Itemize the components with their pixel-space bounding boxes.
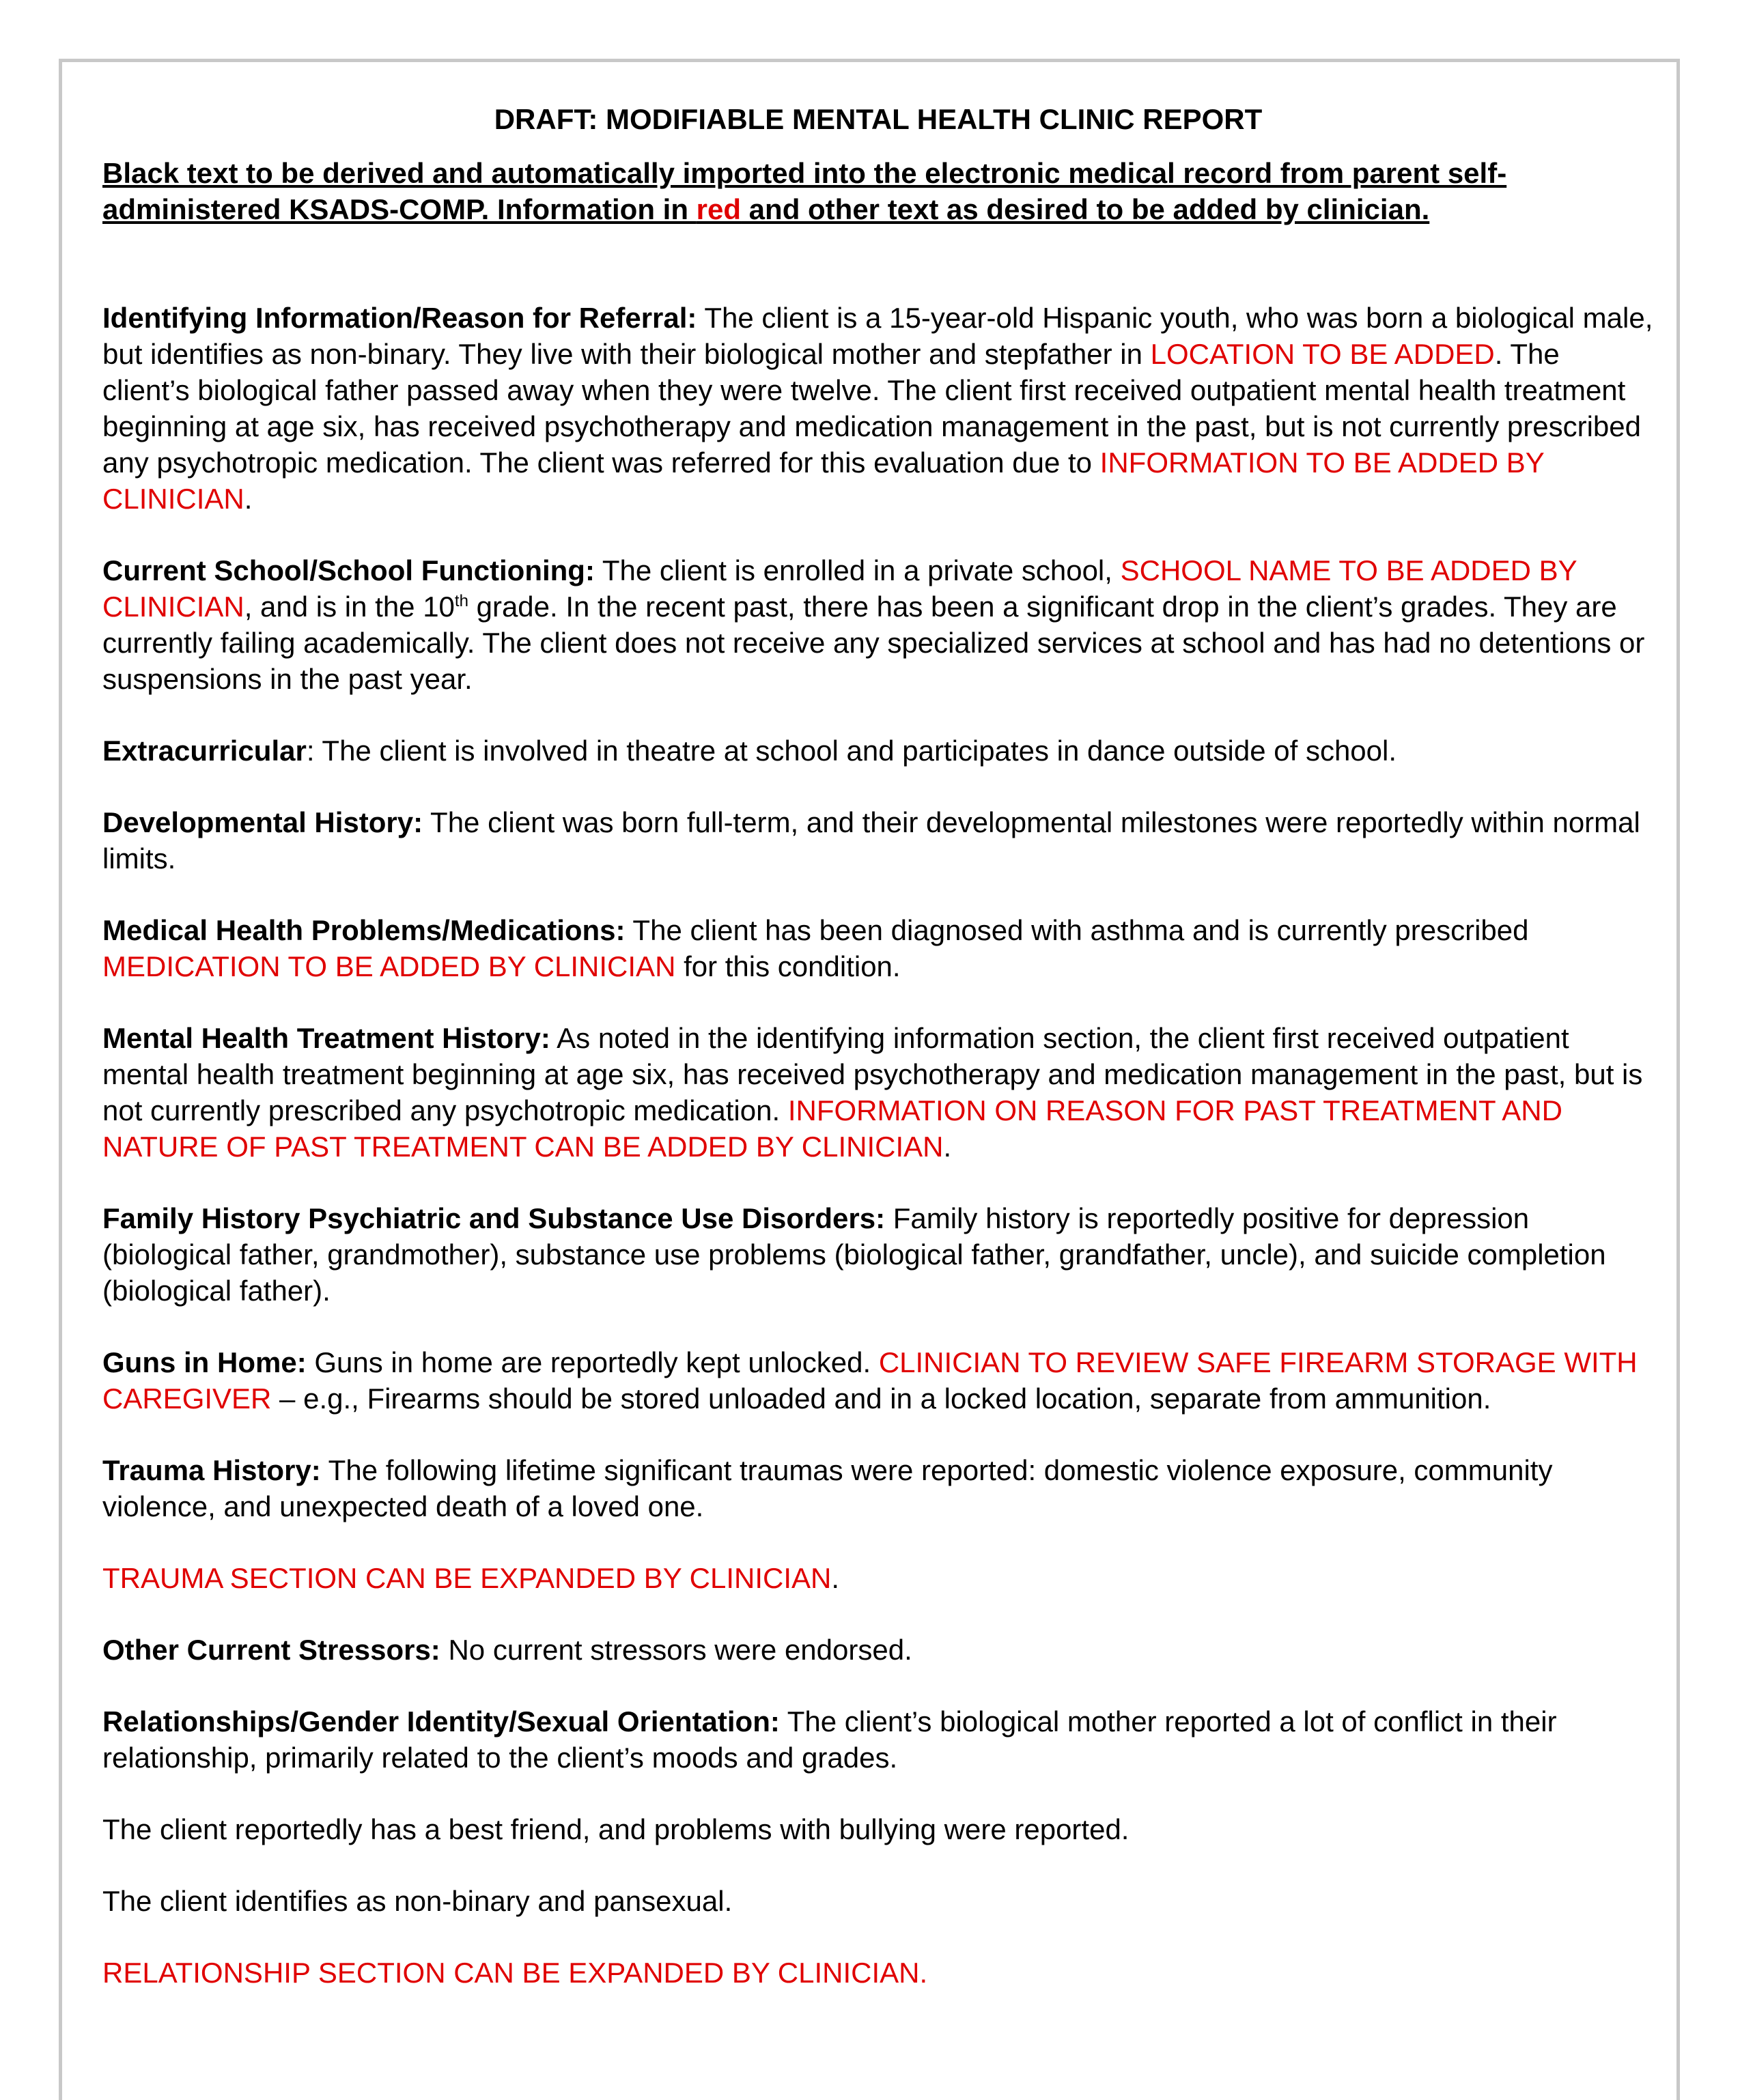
section-extracurricular	[102, 733, 1654, 769]
section-mental-health	[102, 1020, 1654, 1165]
report-title: DRAFT: MODIFIABLE MENTAL HEALTH CLINIC REPORT	[494, 103, 1263, 135]
developmental-text: The client was born full-term, and their developmental milestones were reportedly within normal limits.	[102, 806, 1640, 875]
identifying-text-1: The client is a 15-year-old Hispanic youth, who was born a biological male, but identifies as non-binary. They live with their biological mother and stepfather in	[102, 302, 1653, 370]
identifying-text-2: . The client’s biological father passed away when they were twelve. The client first received outpatient mental health treatment beginning at age six, has received psychotherapy and medication management in the past, but is not currently prescribed any psychotropic medication. The client was referred for this evaluation due to	[102, 338, 1641, 479]
school-text-2: , and is in the 10	[244, 591, 455, 623]
school-red-1: SCHOOL NAME TO BE ADDED BY CLINICIAN	[102, 554, 1577, 623]
stressors-text: No current stressors were endorsed.	[440, 1634, 912, 1666]
mental-text-2: .	[943, 1131, 952, 1163]
medical-text-2: for this condition.	[675, 950, 901, 982]
section-family-history	[102, 1200, 1654, 1309]
heading-relationships: Relationships/Gender Identity/Sexual Orientation:	[102, 1705, 780, 1737]
identifying-red-1: LOCATION TO BE ADDED	[1150, 338, 1495, 370]
trauma-expand-note	[102, 1560, 1654, 1596]
extracurricular-text: : The client is involved in theatre at school and participates in dance outside of school.	[306, 735, 1397, 767]
instructions	[102, 155, 1654, 227]
school-text-3: grade. In the recent past, there has been a significant drop in the client’s grades. They are currently failing academically. The client does not receive any specialized services at school and has had no detentions or suspensions in the past year.	[102, 591, 1645, 695]
heading-stressors: Other Current Stressors:	[102, 1634, 440, 1666]
heading-guns: Guns in Home:	[102, 1346, 307, 1378]
school-text-1: The client is enrolled in a private school,	[594, 554, 1121, 586]
heading-family-history: Family History Psychiatric and Substance Use Disorders:	[102, 1202, 886, 1234]
section-guns	[102, 1344, 1654, 1417]
section-medical	[102, 912, 1654, 984]
instructions-red-word: red	[696, 193, 742, 225]
section-school	[102, 552, 1654, 697]
report-body	[102, 101, 1654, 2026]
trauma-expand-red: TRAUMA SECTION CAN BE EXPANDED BY CLINICIAN	[102, 1562, 832, 1594]
heading-mental-health: Mental Health Treatment History:	[102, 1022, 550, 1054]
section-relationships	[102, 1703, 1654, 1776]
heading-identifying: Identifying Information/Reason for Referral:	[102, 302, 697, 334]
section-trauma	[102, 1452, 1654, 1524]
relationships-best-friend: The client reportedly has a best friend, and problems with bullying were reported.	[102, 1813, 1129, 1845]
family-text: Family history is reportedly positive for depression (biological father, grandmother), substance use problems (biological father, grandfather, uncle), and suicide completion (biological father).	[102, 1202, 1606, 1307]
guns-red-1: CLINICIAN TO REVIEW SAFE FIREARM STORAGE WITH CAREGIVER	[102, 1346, 1638, 1415]
heading-trauma: Trauma History:	[102, 1454, 321, 1486]
instructions-part2: and other text as desired to be added by clinician.	[741, 193, 1430, 225]
heading-medical: Medical Health Problems/Medications:	[102, 914, 626, 946]
section-developmental	[102, 804, 1654, 877]
relationships-text-1: The client’s biological mother reported a lot of conflict in their relationship, primarily related to the client’s moods and grades.	[102, 1705, 1557, 1774]
identifying-text-3: .	[244, 483, 253, 515]
section-identifying	[102, 300, 1654, 517]
guns-text-2: – e.g., Firearms should be stored unloaded and in a locked location, separate from ammunition.	[271, 1382, 1491, 1415]
medical-red-1: MEDICATION TO BE ADDED BY CLINICIAN	[102, 950, 676, 982]
relationship-expand-note: RELATIONSHIP SECTION CAN BE EXPANDED BY CLINICIAN.	[102, 1957, 928, 1989]
identifying-red-2: INFORMATION TO BE ADDED BY CLINICIAN	[102, 446, 1545, 515]
instructions-part1: Black text to be derived and automatically imported into the electronic medical record from parent self-administered KSADS-COMP. Information in	[102, 157, 1507, 225]
mental-text-1: As noted in the identifying information section, the client first received outpatient mental health treatment beginning at age six, has received psychotherapy and medication management in the past, but is not currently prescribed any psychotropic medication.	[102, 1022, 1643, 1126]
mental-red-1: INFORMATION ON REASON FOR PAST TREATMENT AND NATURE OF PAST TREATMENT CAN BE ADDED BY CLINICIAN	[102, 1094, 1562, 1163]
medical-text-1: The client has been diagnosed with asthma and is currently prescribed	[625, 914, 1529, 946]
section-stressors	[102, 1632, 1654, 1668]
guns-text-1: Guns in home are reportedly kept unlocked.	[306, 1346, 879, 1378]
school-grade-suffix: th	[454, 592, 468, 610]
heading-extracurricular: Extracurricular	[102, 735, 307, 767]
relationships-identity: The client identifies as non-binary and pansexual.	[102, 1885, 733, 1917]
trauma-text: The following lifetime significant traumas were reported: domestic violence exposure, community violence, and unexpected death of a loved one.	[102, 1454, 1553, 1522]
heading-developmental: Developmental History:	[102, 806, 423, 838]
trauma-expand-period: .	[831, 1562, 840, 1594]
heading-school: Current School/School Functioning:	[102, 554, 595, 586]
